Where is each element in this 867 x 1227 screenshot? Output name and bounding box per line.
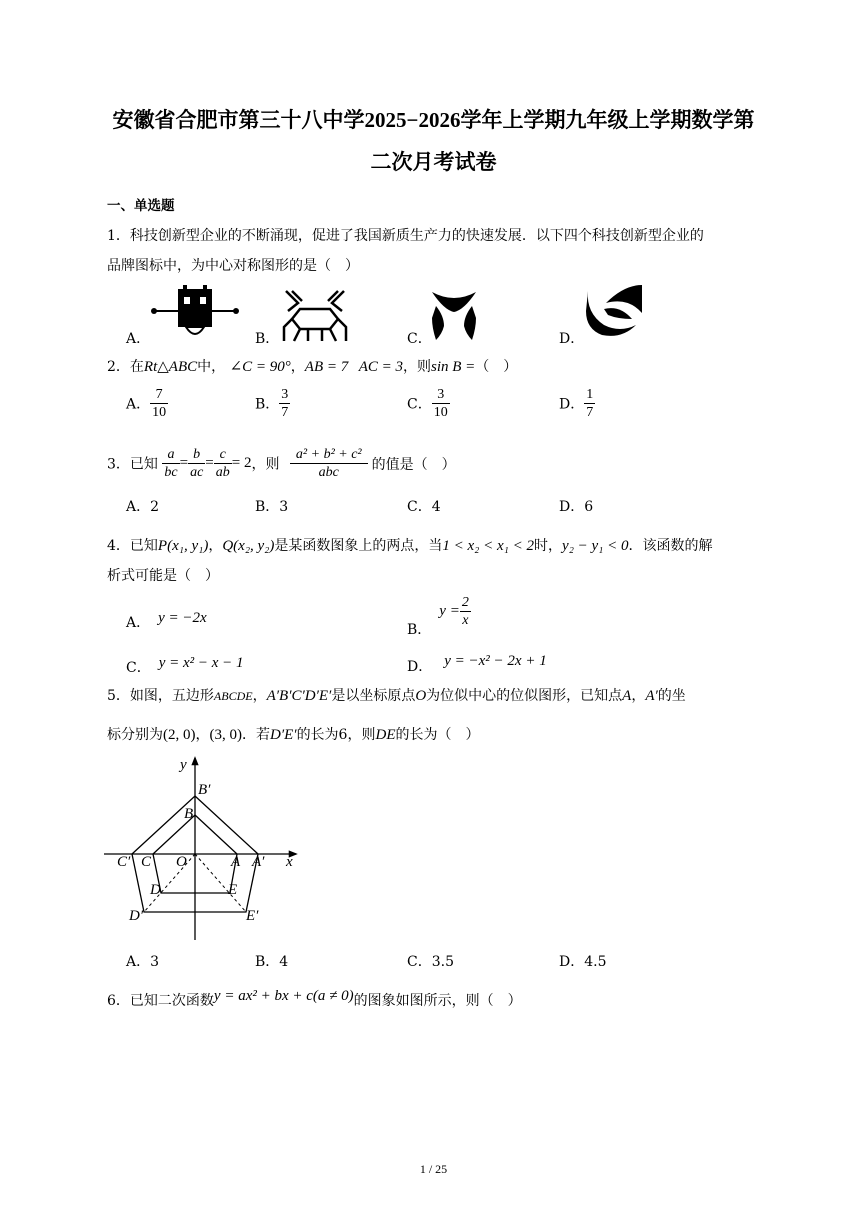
q5-line2-pre: 标分别为 xyxy=(107,727,163,743)
q5-line-1 xyxy=(107,685,686,705)
label-b: B xyxy=(184,806,194,822)
q2-post: ，则 xyxy=(402,359,431,375)
q4-line-2: 析式可能是（ ） xyxy=(107,568,219,584)
page-number: 1 / 25 xyxy=(419,1162,448,1176)
q4-option-a-expr: y = −2x xyxy=(158,610,207,626)
q2-prefix: 2．在 xyxy=(107,359,144,375)
tri-blade-logo-icon xyxy=(430,290,478,342)
q6-expression: y = ax² + bx + c xyxy=(213,988,313,1004)
q5-origin: O xyxy=(415,688,427,704)
q2-tail: （ ） xyxy=(475,359,518,375)
q2-stem: 2．在Rt△ABC中， ∠C = 90°，AB = 7 AC = 3，则sin B =（ ） xyxy=(107,359,518,375)
q5-segment-de: DE xyxy=(375,727,396,743)
q5-line-2 xyxy=(107,724,479,744)
q6-prefix: 6．已知二次函数 xyxy=(107,993,214,1009)
q4-option-b-label: B． xyxy=(407,621,432,638)
swirl-logo-icon xyxy=(584,283,644,339)
q2-option-d-fraction xyxy=(584,386,595,421)
section-heading: 一、单选题 xyxy=(107,198,175,214)
q2-option-a-fraction xyxy=(150,386,168,421)
q3-frac-b-num: b xyxy=(188,446,205,464)
q1-line-2: 品牌图标中，为中心对称图形的是（ ） xyxy=(107,258,359,274)
q1-line-1: 1．科技创新型企业的不断涌现，促进了我国新质生产力的快速发展．以下四个科技创新型企业的 xyxy=(107,228,704,244)
q2-option-b-fraction xyxy=(279,386,290,421)
q2-option-d xyxy=(559,386,595,421)
q2-option-a-label: A． xyxy=(126,396,151,413)
q3-stem: 3．已知 $\frac{a}{bc}$ = $\frac{b}{ac}$ = $\frac{c}{ab}$ = 2，则 $\frac{\text{a² + b² + c²}}{\text{abc}}$ 的值是（ ） xyxy=(107,447,456,480)
title-line-2: 二次月考试卷 xyxy=(370,150,497,174)
label-y: y xyxy=(180,757,187,773)
q3-option-a: A．2 xyxy=(126,499,160,515)
q4-option-a-label: A． xyxy=(126,615,151,631)
q4-option-d-label: D． xyxy=(407,659,433,675)
q2-cond-ac: AC = 3 xyxy=(358,359,403,375)
title-line-1: 安徽省合肥市第三十八中学2025−2026学年上学期九年级上学期数学第 xyxy=(112,108,755,132)
q4-point-p: P(x₁, y₁) xyxy=(157,538,209,554)
q3-frac-c-den: ab xyxy=(215,465,230,480)
q2-option-a-num: 7 xyxy=(150,386,168,404)
label-x: x xyxy=(286,854,293,870)
q6-condition: (a ≠ 0) xyxy=(312,988,354,1004)
q4-mid2: 时， xyxy=(534,538,563,554)
q5-line2-mid: ．若 xyxy=(242,727,270,743)
q2-option-b xyxy=(255,386,290,421)
q5-prefix: 5．如图，五边形 xyxy=(107,688,214,704)
q4-cond-y: y₂ − y₁ < 0 xyxy=(562,538,629,554)
q5-pentagon: ABCDE xyxy=(213,689,253,703)
q5-option-c: C．3.5 xyxy=(407,954,454,970)
q3-option-b: B．3 xyxy=(255,499,289,515)
q4-option-c-label: C． xyxy=(126,660,151,676)
q4-line-1 xyxy=(107,535,713,555)
q2-option-a xyxy=(126,386,168,421)
q5-sep2: ， xyxy=(631,688,646,704)
q3-frac-sum-den: abc xyxy=(318,465,339,480)
q2-mid: 中， xyxy=(197,359,226,375)
q5-point-a: A xyxy=(622,688,632,704)
label-c-prime: C′ xyxy=(117,854,131,870)
q5-line2-mid2: 的长为6，则 xyxy=(296,727,376,743)
q5-pentagon-prime: A′B′C′D′E′ xyxy=(266,688,332,704)
label-b-prime: B′ xyxy=(198,782,211,798)
q3-frac-b xyxy=(188,446,205,481)
q5-mid: 是以坐标原点 xyxy=(331,688,416,704)
q4-option-b-fraction xyxy=(460,594,471,629)
q5-mid2: 为位似中心的位似图形，已知点 xyxy=(426,688,623,704)
label-c: C xyxy=(141,854,152,870)
q5-option-b: B．4 xyxy=(255,954,289,970)
label-a-prime: A′ xyxy=(252,854,265,870)
q3-frac-sum-num: a² + b² + c² xyxy=(290,446,368,464)
q2-triangle: Rt△ABC xyxy=(143,359,198,375)
q5-coord-a: (2, 0) xyxy=(163,727,196,743)
q2-cond-ab: AB = 7 xyxy=(304,359,349,375)
q4-cond-x: 1 < x₂ < x₁ < 2 xyxy=(442,538,535,554)
q5-segment-de-prime: D′E′ xyxy=(270,727,297,743)
label-e-prime: E′ xyxy=(246,908,259,924)
q3-frac-a-num: a xyxy=(162,446,179,464)
q3-option-d: D．6 xyxy=(559,499,594,515)
q5-option-a: A．3 xyxy=(126,954,160,970)
q3-tail: 的值是（ ） xyxy=(371,456,456,473)
q4-point-q: Q(x₂, y₂) xyxy=(222,538,275,554)
q6-tail: 的图象如图所示，则（ ） xyxy=(353,993,522,1009)
q4-tail: ．该函数的解 xyxy=(628,538,713,554)
q4-option-b-den: x xyxy=(462,613,469,628)
q2-option-b-num: 3 xyxy=(281,387,289,402)
q5-tail: 的坐 xyxy=(657,688,686,704)
q3-prefix: 3．已知 xyxy=(107,456,158,473)
q6-stem xyxy=(107,990,522,1010)
robot-logo-icon xyxy=(150,285,240,345)
q2-cond-angle: ∠C = 90° xyxy=(229,359,291,375)
q3-frac-c xyxy=(214,446,232,481)
q4-option-b-pre: y = xyxy=(439,603,460,619)
q2-option-c-label: C． xyxy=(407,396,432,413)
q5-point-a-prime: A′ xyxy=(645,688,658,704)
q3-frac-sum xyxy=(290,446,368,481)
q1-option-a-label: A． xyxy=(126,331,151,347)
q5-coord-a-prime: (3, 0) xyxy=(209,727,242,743)
q4-option-b-num: 2 xyxy=(461,595,469,610)
q5-sep: ， xyxy=(252,688,267,704)
q2-option-d-label: D． xyxy=(559,396,585,413)
q5-line2-tail: 的长为（ ） xyxy=(395,727,480,743)
q2-option-d-den: 7 xyxy=(586,405,594,420)
label-o: O xyxy=(176,854,187,870)
q4-option-a xyxy=(126,612,207,632)
q1-option-b-label: B． xyxy=(255,331,280,347)
q2-option-b-den: 7 xyxy=(281,405,289,420)
label-d: D xyxy=(150,882,161,898)
q2-option-c-den: 10 xyxy=(433,405,448,420)
q5-figure xyxy=(100,752,310,944)
q2-option-c-fraction xyxy=(432,386,450,421)
q2-option-b-label: B． xyxy=(255,396,280,413)
label-d-prime: D′ xyxy=(129,908,144,924)
q3-eq: = 2 xyxy=(231,455,252,471)
q2-option-a-den: 10 xyxy=(152,405,167,420)
q3-option-c: C．4 xyxy=(407,499,441,515)
q3-then: ，则 xyxy=(251,456,280,473)
q3-frac-c-num: c xyxy=(214,446,232,464)
q4-option-c xyxy=(126,652,244,676)
q4-option-b xyxy=(407,594,471,638)
label-a: A xyxy=(231,854,241,870)
q4-option-d xyxy=(407,650,547,675)
q3-frac-b-den: ac xyxy=(190,465,204,480)
q3-frac-a-den: bc xyxy=(164,465,178,480)
label-e: E xyxy=(228,882,238,898)
crab-logo-icon xyxy=(280,287,350,343)
q2-option-c-num: 3 xyxy=(432,386,450,404)
q1-option-c-label: C． xyxy=(407,331,432,347)
q1-option-d-label: D． xyxy=(559,331,585,347)
q2-option-d-num: 1 xyxy=(586,387,594,402)
q3-frac-a xyxy=(162,446,179,481)
q4-prefix: 4．已知 xyxy=(107,538,158,554)
q5-sep3: ， xyxy=(195,727,210,743)
q5-option-d: D．4.5 xyxy=(559,954,607,970)
q2-option-c xyxy=(407,386,450,421)
q4-mid: 是某函数图象上的两点，当 xyxy=(274,538,443,554)
q4-option-c-expr: y = x² − x − 1 xyxy=(158,655,244,671)
q2-sinb: sin B = xyxy=(430,359,476,375)
q4-sep: ， xyxy=(208,538,223,554)
q4-option-d-expr: y = −x² − 2x + 1 xyxy=(444,653,547,669)
